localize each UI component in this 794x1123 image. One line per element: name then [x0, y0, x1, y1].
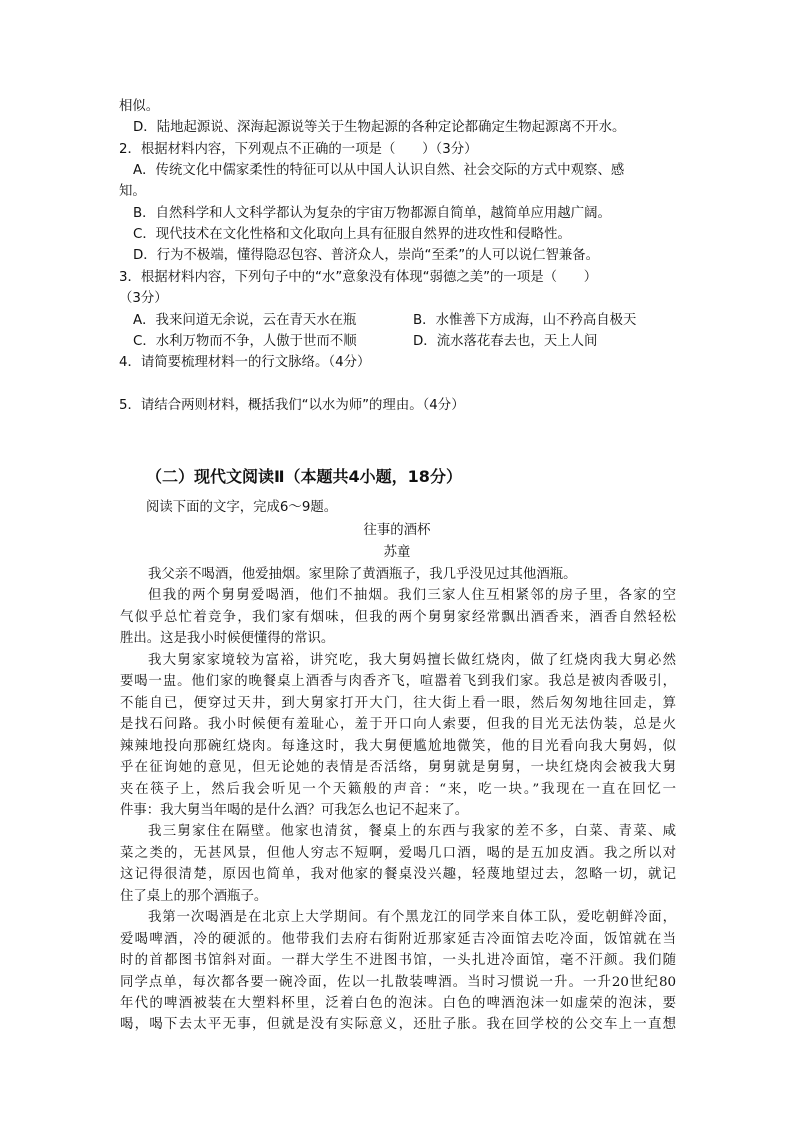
essay-line: 要喝一盅。他们家的晚餐桌上酒香与肉香齐飞，喧嚣着飞到我们家。我总是被肉香吸引，: [120, 674, 676, 690]
essay-line: 我父亲不喝酒，他爱抽烟。家里除了黄酒瓶子，我几乎没见过其他酒瓶。: [148, 567, 577, 582]
essay-line: 爱喝啤酒，冷的硬派的。他带我们去府右街附近那家延吉冷面馆去吃冷面，饭馆就在当: [120, 931, 676, 947]
essay-line: 菜之类的，无甚风景，但他人穷志不短啊，爱喝几口酒，喝的是五加皮酒。我之所以对: [120, 845, 676, 861]
essay-line: 同学点单，每次都各要一碗冷面，佐以一扎散装啤酒。当时习惯说一升。一升20世纪80: [120, 974, 676, 990]
q3-option-a: A．我来问道无余说，云在青天水在瓶: [133, 313, 357, 328]
essay-line: 年代的啤酒被装在大塑料杯里，泛着白色的泡沫。白色的啤酒泡沫一如虚荣的泡沫，要: [120, 996, 676, 1011]
q2-option-a-cont: 知。: [119, 184, 146, 199]
reading-instruction: 阅读下面的文字，完成6～9题。: [146, 500, 338, 515]
essay-line: 我三舅家住在隔壁。他家也清贫，餐桌上的东西与我家的差不多，白菜、青菜、咸: [148, 824, 676, 840]
q2-stem: 2．根据材料内容，下列观点不正确的一项是（ ）（3分）: [119, 142, 478, 157]
essay-line: 乎在征询她的意见，但无论她的表情是否活络，舅舅就是舅舅，一块红烧肉会被我大舅: [120, 760, 676, 776]
essay-line: 不能自已，便穿过天井，到大舅家打开大门，往大街上看一眼，然后匆匆地往回走，算: [120, 695, 676, 711]
q2-option-a: A．传统文化中儒家柔性的特征可以从中国人认识自然、社会交际的方式中观察、感: [133, 163, 625, 178]
q3-score: （3分）: [119, 291, 168, 306]
q4: 4．请简要梳理材料一的行文脉络。（4分）: [119, 355, 371, 370]
essay-title: 往事的酒杯: [363, 523, 431, 538]
essay-line: 是找石问路。我小时候便有羞耻心，羞于开口向人索要，但我的目光无法伪装，总是火: [120, 717, 676, 733]
q2-option-d: D．行为不极端，懂得隐忍包容、普济众人，崇尚“至柔”的人可以说仁智兼备。: [133, 248, 600, 263]
q3-option-b: B．水惟善下方成海，山不矜高自极天: [413, 313, 637, 328]
essay-line: 但我的两个舅舅爱喝酒，他们不抽烟。我们三家人住互相紧邻的房子里，各家的空: [148, 588, 676, 604]
essay-line: 时的首都图书馆斜对面。一群大学生不进图书馆，一头扎进冷面馆，毫不汗颜。我们随: [120, 953, 676, 969]
essay-line: 件事：我大舅当年喝的是什么酒？可我怎么也记不起来了。: [120, 802, 469, 818]
essay-line: 这记得很清楚，原因也简单，我对他家的餐桌没兴趣，轻蔑地望过去，忽略一切，就记: [120, 867, 676, 883]
essay-line: 辣辣地投向那碗红烧肉。每逢这时，我大舅便尴尬地微笑，他的目光看向我大舅妈，似: [120, 738, 676, 754]
q3-stem: 3．根据材料内容，下列句子中的“水”意象没有体现“弱德之美”的一项是（ ）: [119, 270, 598, 285]
q3-option-d: D．流水落花春去也，天上人间: [413, 334, 598, 349]
section-title: （二）现代文阅读Ⅱ（本题共4小题，18分）: [146, 467, 462, 486]
essay-line: 喝，喝下去太平无事，但就是没有实际意义，还肚子胀。我在回学校的公交车上一直想: [120, 1017, 676, 1033]
essay-line: 住了桌上的那个酒瓶子。: [120, 888, 268, 904]
material-tail: 相似。: [119, 99, 160, 114]
essay-line: 胜出。这是我小时候便懂得的常识。: [120, 631, 335, 647]
essay-line: 我第一次喝酒是在北京上大学期间。有个黑龙江的同学来自体工队，爱吃朝鲜冷面，: [148, 910, 676, 926]
essay-line: 气似乎总忙着竞争，我们家有烟味，但我的两个舅舅家经常飘出酒香来，酒香自然轻松: [120, 609, 676, 625]
essay-line: 夹在筷子上，然后我会听见一个天籁般的声音：“来，吃一块。”我现在一直在回忆一: [120, 781, 676, 797]
q1-option-d: D．陆地起源说、深海起源说等关于生物起源的各种定论都确定生物起源离不开水。: [133, 120, 626, 135]
essay-line: 我大舅家家境较为富裕，讲究吃，我大舅妈擅长做红烧肉，做了红烧肉我大舅必然: [148, 652, 676, 668]
essay-author: 苏童: [383, 545, 411, 560]
q3-option-c: C．水利万物而不争，人傲于世而不顺: [133, 334, 357, 349]
q5: 5．请结合两则材料，概括我们“以水为师”的理由。（4分）: [119, 398, 465, 413]
q2-option-c: C．现代技术在文化性格和文化取向上具有征服自然界的进攻性和侵略性。: [133, 227, 571, 242]
q2-option-b: B．自然科学和人文科学都认为复杂的宇宙万物都源自简单，越简单应用越广阔。: [133, 206, 611, 221]
